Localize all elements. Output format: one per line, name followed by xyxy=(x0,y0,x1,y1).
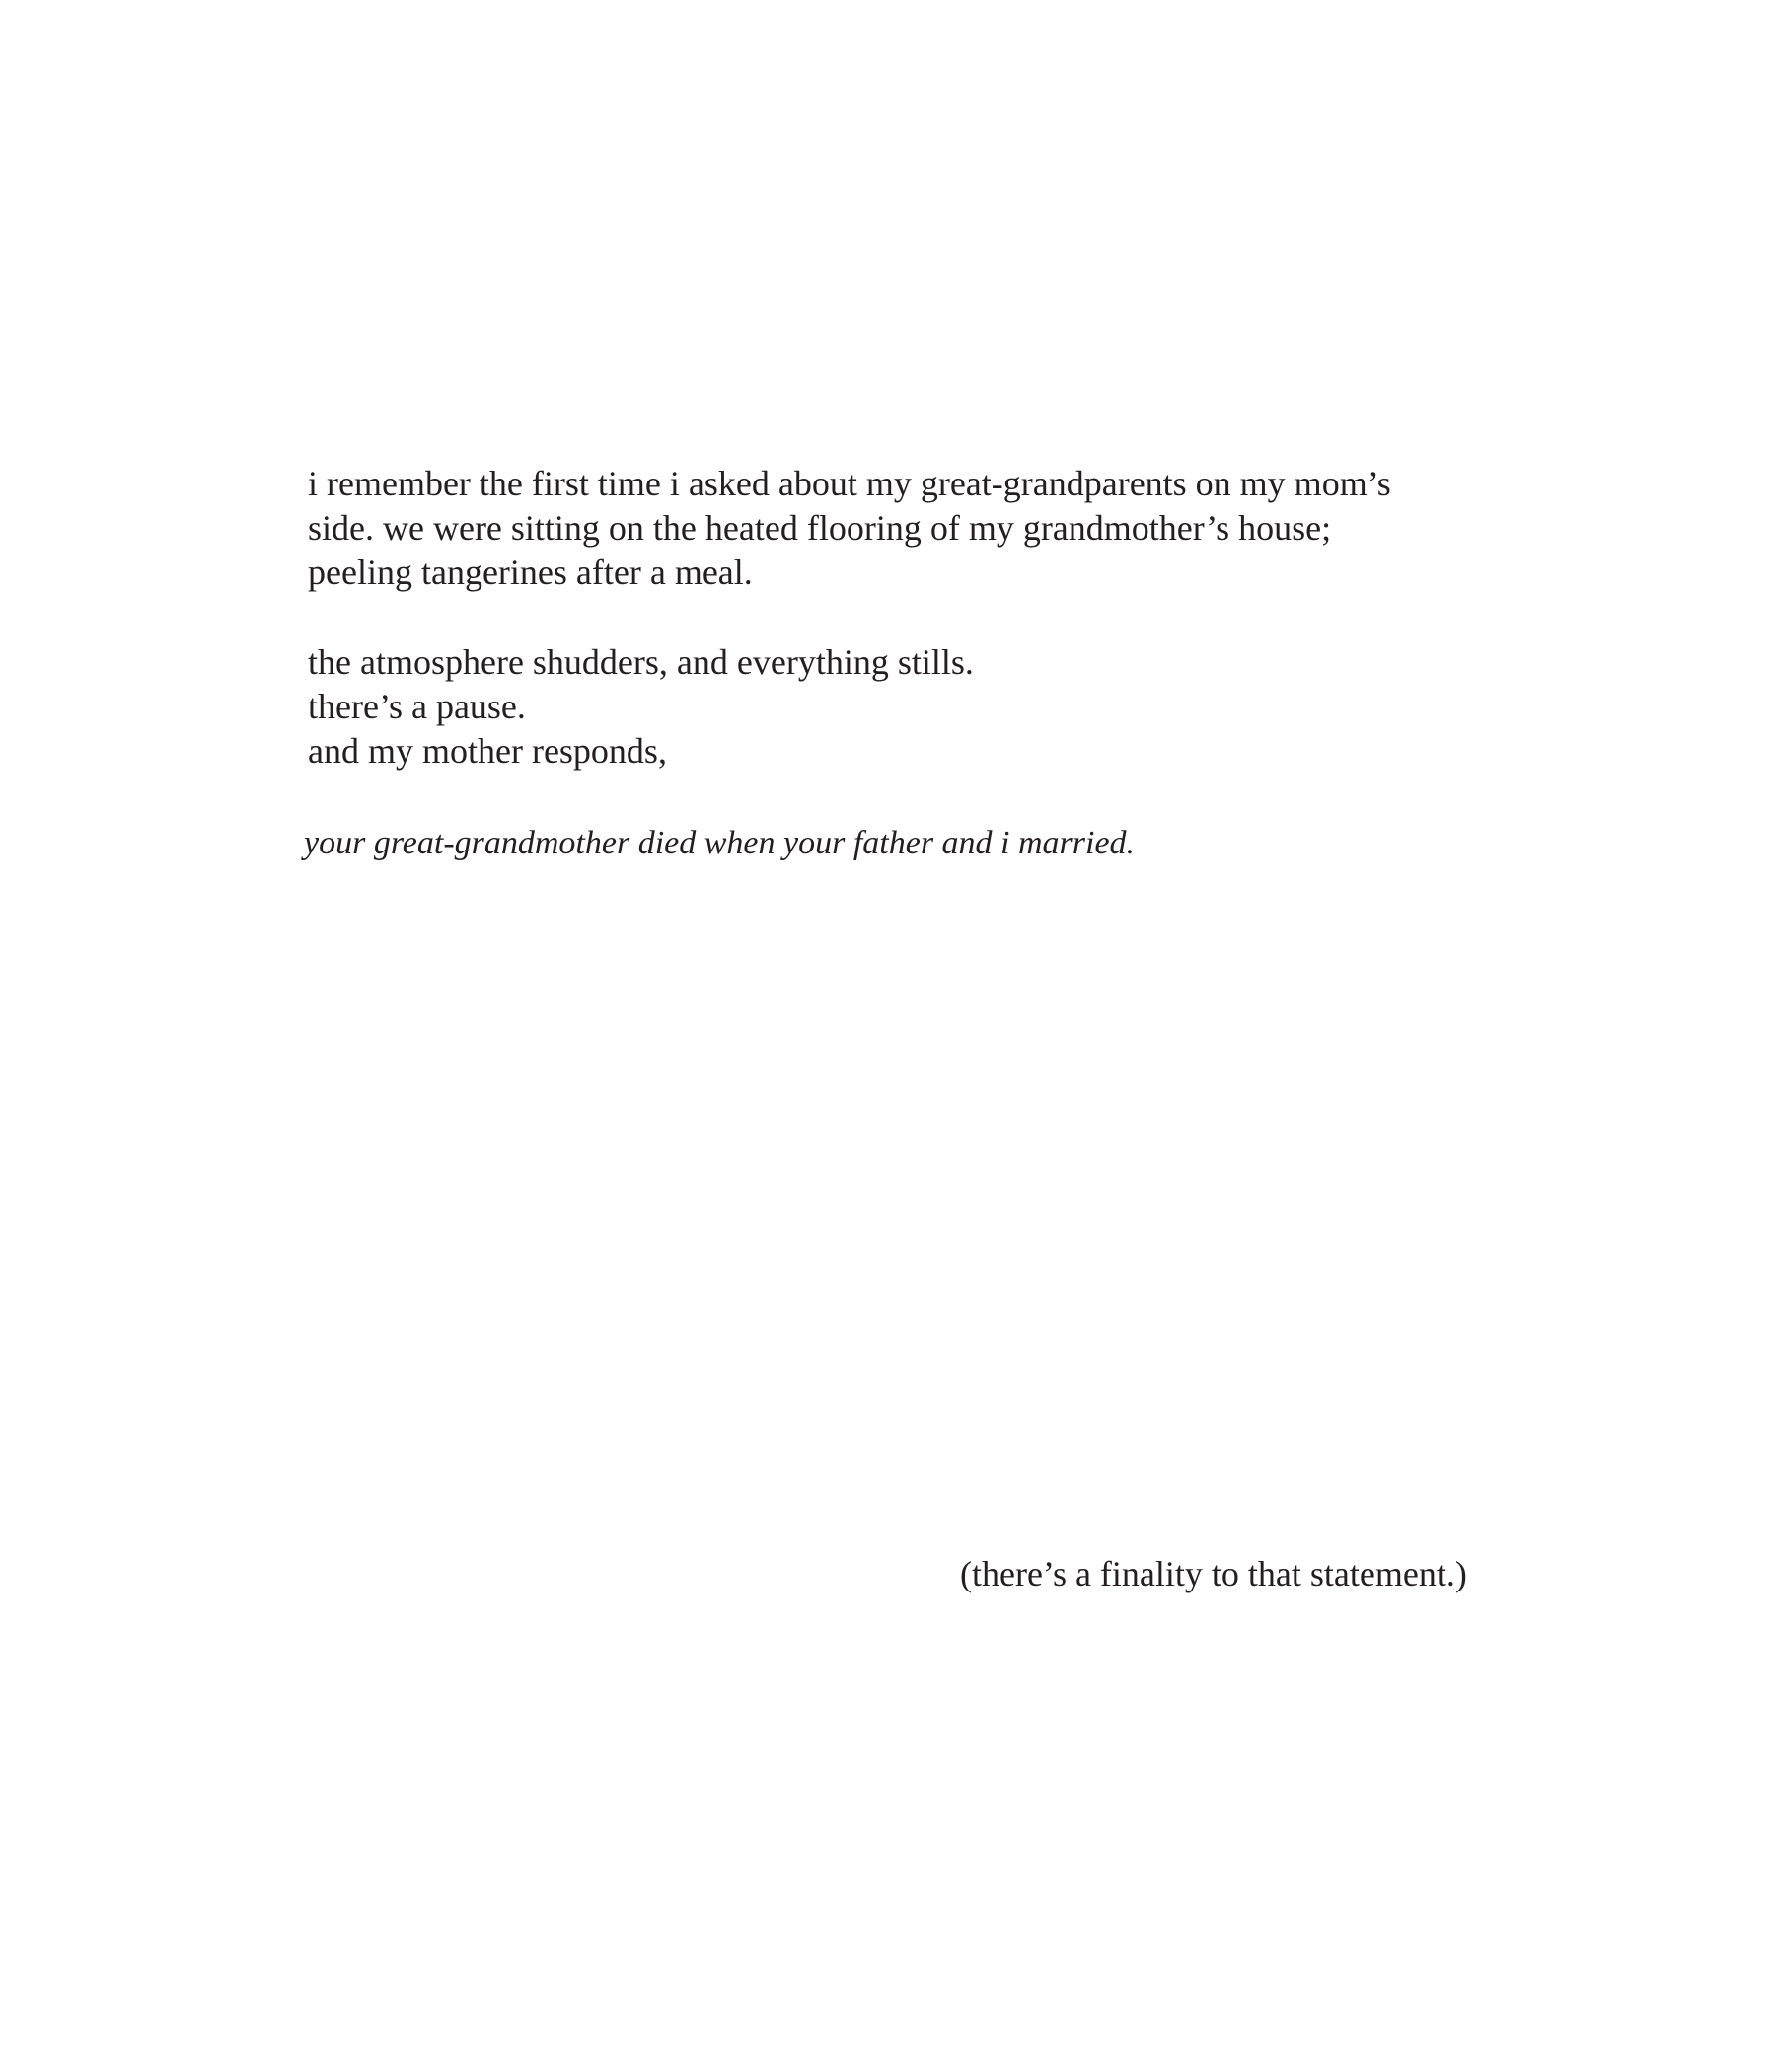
paragraph-first-question xyxy=(308,462,1391,595)
closing-note: (there’s a finality to that statement.) xyxy=(960,1554,1467,1593)
text-line: peeling tangerines after a meal. xyxy=(308,553,753,592)
italic-quote: your great-grandmother died when your father and i married. xyxy=(304,825,1136,861)
text-line: the atmosphere shudders, and everything stills. xyxy=(308,642,974,682)
text-line: and my mother responds, xyxy=(308,731,667,771)
text-line: side. we were sitting on the heated flooring of my grandmother’s house; xyxy=(308,508,1332,548)
text-line: there’s a pause. xyxy=(308,687,526,726)
paragraph-mother-responds xyxy=(308,640,974,774)
text-line: i remember the first time i asked about my great-grandparents on my mom’s xyxy=(308,464,1391,503)
